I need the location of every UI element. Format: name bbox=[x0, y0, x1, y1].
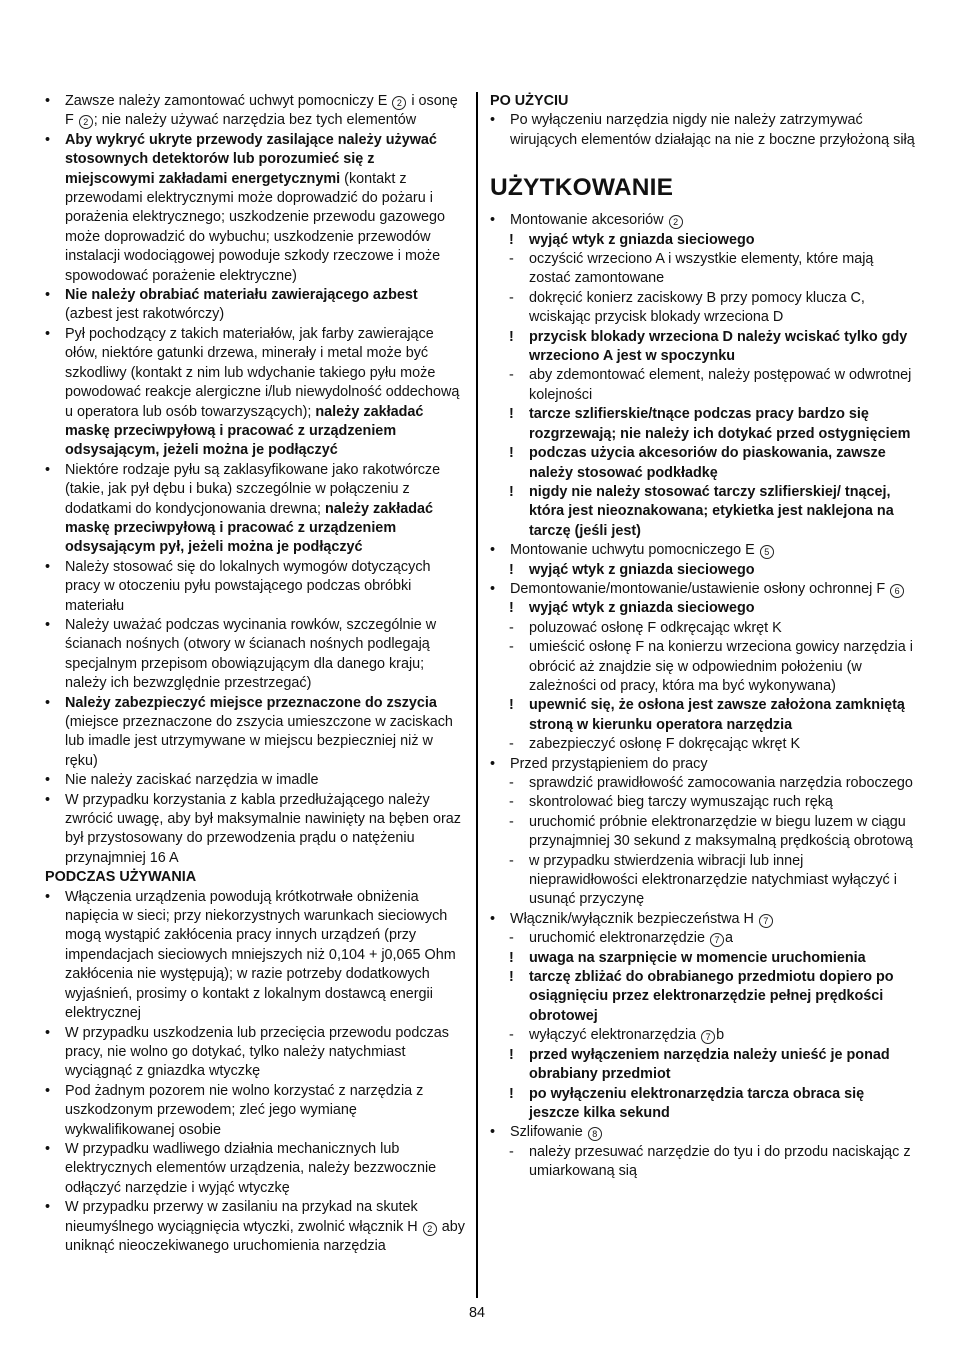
text-run: poluzować osłonę F odkręcając wkręt K bbox=[529, 619, 782, 636]
column-divider bbox=[476, 92, 478, 1298]
text-run: uruchomić próbnie elektronarzędzie w biegu luzem w ciągu przynajmniej 30 sekund z maksymalną prędkością obrotową bbox=[529, 813, 913, 850]
bullet-item bbox=[45, 616, 465, 694]
text-run: Pod żadnym pozorem nie wolno korzystać z narzędzia z uszkodzonym przewodem; zleć jego wymianę wykwalifikowanej osobie bbox=[65, 1082, 424, 1138]
bold-text-run: przycisk blokady wrzeciona D należy wciskać tylko gdy wrzeciono A jest w spoczynku bbox=[529, 328, 908, 365]
step-item bbox=[509, 638, 915, 696]
step-item bbox=[509, 813, 915, 852]
figure-reference: 2 bbox=[79, 115, 93, 129]
bold-text-run: uwaga na szarpnięcie w momencie uruchomienia bbox=[529, 949, 866, 966]
warning-item bbox=[509, 599, 915, 618]
step-item bbox=[509, 793, 915, 812]
text-run: (kontakt z przewodami elektrycznymi może doprowadzić do pożaru i porażenia elektrycznego; uszkodzenie przewodu gazowego może doprowadzić do wybuchu; uszkodzenie przewodów instalacji wodociągowej powoduje szkody rzeczowe i może spowodować porażenie elektryczne) bbox=[65, 170, 445, 284]
bullet-item bbox=[45, 286, 465, 325]
figure-reference: 7 bbox=[710, 933, 724, 947]
step-item bbox=[509, 250, 915, 289]
figure-reference: 7 bbox=[701, 1030, 715, 1044]
figure-reference: 5 bbox=[760, 545, 774, 559]
bullet-item bbox=[45, 461, 465, 558]
figure-reference: 2 bbox=[669, 215, 683, 229]
text-run: PODCZAS UŻYWANIA bbox=[45, 869, 197, 886]
bold-text-run: Należy zabezpieczyć miejsce przeznaczone do zszycia bbox=[65, 694, 437, 711]
figure-reference: 6 bbox=[890, 584, 904, 598]
text-run: Niektóre rodzaje pyłu są zaklasyfikowane jako rakotwórcze (takie, jak pył dębu i buka) szczególnie w połączeniu z dodatkami do kondycjonowania drewna; bbox=[65, 461, 441, 517]
text-run: należy przesuwać narzędzie do tyu i do przodu naciskając z umiarkowaną sią bbox=[529, 1143, 911, 1180]
bold-text-run: Aby wykryć ukryte przewody zasilające należy używać stosownych detektorów lub porozumieć się z miejscowymi zakładami energetycznymi bbox=[65, 131, 437, 187]
step-item bbox=[509, 774, 915, 793]
text-run: aby zdemontować element, należy postępować w odwrotnej kolejności bbox=[529, 367, 912, 403]
bullet-item bbox=[45, 131, 465, 286]
text-run: Nie należy zaciskać narzędzia w imadle bbox=[65, 772, 319, 789]
text-run: Demontowanie/montowanie/ustawienie osłony ochronnej F bbox=[510, 580, 890, 597]
figure-reference: 8 bbox=[588, 1127, 602, 1141]
warning-item bbox=[509, 231, 915, 250]
text-run: Włączenia urządzenia powodują krótkotrwałe obniżenia napięcia w sieci; przy niekorzystnych warunkach sieciowych mogą wystąpić zakłócenia pracy innych urządzeń (przy impendacjach sieciowych mniejszych niż 0,104 + j0,065 Ohm zakłócenia nie występują); w razie potrzeby dodatkowych wyjaśnień, prosimy o kontakt z lokalnym dostawcą energii elektrycznej bbox=[65, 888, 456, 1022]
bullet-item bbox=[490, 211, 915, 230]
text-run: Zawsze należy zamontować uchwyt pomocniczy E bbox=[65, 93, 392, 109]
text-run: skontrolować bieg tarczy wymuszając ruch ręką bbox=[529, 794, 833, 811]
text-run: (miejsce przeznaczone do zszycia umieszczone w zaciskach lub imadle jest utrzymywane w miejscu bezpieczniej niż w ręku) bbox=[65, 714, 453, 769]
text-run: dokręcić konierz zaciskowy B przy pomocy klucza C, wciskając przycisk blokady wrzeciona D bbox=[529, 289, 865, 326]
bold-text-run: wyjąć wtyk z gniazda sieciowego bbox=[529, 600, 755, 617]
text-run: Szlifowanie bbox=[510, 1124, 587, 1141]
figure-reference: 2 bbox=[423, 1222, 437, 1236]
warning-item bbox=[509, 405, 915, 444]
bold-text-run: przed wyłączeniem narzędzia należy unieść je ponad obrabiany przedmiot bbox=[529, 1046, 890, 1083]
section-heading bbox=[490, 92, 915, 111]
text-run: ; nie należy używać narzędzia bez tych elementów bbox=[93, 112, 417, 129]
bullet-item bbox=[45, 325, 465, 461]
text-run: w przypadku stwierdzenia wibracji lub innej nieprawidłowości elektronarzędzie natychmiast wyłączyć i usunąć przyczynę bbox=[529, 852, 897, 908]
bullet-item bbox=[45, 1140, 465, 1198]
left-column bbox=[45, 92, 465, 1256]
bullet-item bbox=[490, 541, 915, 560]
bullet-item bbox=[490, 580, 915, 599]
text-run: PO UŻYCIU bbox=[490, 93, 569, 109]
bullet-item bbox=[490, 755, 915, 774]
warning-item bbox=[509, 1085, 915, 1124]
text-run: W przypadku wadliwego działnia mechanicznych lub elektrycznych elementów urządzenia, należy bezzwocznie odłączyć narzędzie i wyjąć wtyczkę bbox=[65, 1140, 437, 1196]
step-item bbox=[509, 1026, 915, 1045]
text-run: oczyścić wrzeciono A i wszystkie elementy, które mają zostać zamontowane bbox=[529, 251, 874, 287]
text-run: Należy stosować się do lokalnych wymogów dotyczących pracy w otoczeniu pyłu powstającego podczas obróbki materiału bbox=[65, 558, 431, 614]
step-item bbox=[509, 366, 915, 405]
bullet-item bbox=[45, 1024, 465, 1082]
text-run: a bbox=[724, 930, 733, 947]
figure-reference: 7 bbox=[759, 914, 773, 928]
text-run: uruchomić elektronarzędzie bbox=[529, 930, 709, 947]
text-run: Należy uważać podczas wycinania rowków, szczególnie w ścianach nośnych (otwory w ścianach nośnych podlegają specjalnym przepisom obowiązującym dla danego kraju; należy ich bezwzględnie przestrzegać) bbox=[65, 616, 437, 692]
text-run: W przypadku przerwy w zasilaniu na przykad na skutek nieumyślnego wyciągnięcia wtyczki, zwolnić włącznik H bbox=[65, 1199, 422, 1235]
bold-text-run: tarcze szlifierskie/tnące podczas pracy bardzo się rozgrzewają; nie należy ich dotykać przed ostygnięciem bbox=[529, 406, 911, 442]
warning-item bbox=[509, 444, 915, 483]
bold-text-run: tarczę zbliżać do obrabianego przedmiotu dopiero po osiągnięciu przez elektronarzędzie pełnej prędkości obrotowej bbox=[529, 969, 894, 1024]
warning-item bbox=[509, 561, 915, 580]
text-run: Włącznik/wyłącznik bezpieczeństwa H bbox=[510, 910, 758, 927]
text-run: W przypadku korzystania z kabla przedłużającego należy zwrócić uwagę, aby był maksymalnie nawinięty na bęben oraz był przystosowany do przewodzenia prądu o natężeniu przynajmniej 16 A bbox=[65, 791, 461, 866]
bold-text-run: należy zakładać maskę przeciwpyłową i pracować z urządzeniem odsysającym pył, jeżeli można je podłączyć bbox=[65, 500, 433, 556]
warning-item bbox=[509, 328, 915, 367]
bullet-item bbox=[45, 558, 465, 616]
text-run: zabezpieczyć osłonę F dokręcając wkręt K bbox=[529, 736, 801, 753]
step-item bbox=[509, 1143, 915, 1182]
text-run: umieścić osłonę F na konierzu wrzeciona gowicy narzędzia i obrócić aż znajdzie się w odpowiednim położeniu (w zależności od pracy, która ma być wykonywana) bbox=[529, 639, 913, 694]
text-run: aby uniknąć nieoczekiwanego uruchomienia narzędzia bbox=[65, 1218, 465, 1254]
page-number: 84 bbox=[468, 1305, 485, 1321]
text-run: UŻYTKOWANIE bbox=[490, 174, 674, 202]
bold-text-run: upewnić się, że osłona jest zawsze założona zamkniętą stroną w kierunku operatora narzędzia bbox=[529, 697, 905, 733]
bold-text-run: wyjąć wtyk z gniazda sieciowego bbox=[529, 231, 755, 248]
right-column bbox=[490, 92, 915, 1182]
step-item bbox=[509, 929, 915, 948]
figure-reference: 2 bbox=[392, 96, 406, 110]
bullet-item bbox=[45, 791, 465, 869]
step-item bbox=[509, 289, 915, 328]
bold-text-run: wyjąć wtyk z gniazda sieciowego bbox=[529, 561, 755, 578]
text-run: Montowanie akcesoriów bbox=[510, 212, 668, 229]
bullet-item bbox=[45, 888, 465, 1024]
warning-item bbox=[509, 1046, 915, 1085]
step-item bbox=[509, 619, 915, 638]
warning-item bbox=[509, 483, 915, 541]
bullet-item bbox=[45, 92, 465, 131]
text-run: Po wyłączeniu narzędzia nigdy nie należy zatrzymywać wirujących elementów działając na nie z boczne przyłożoną siłą bbox=[510, 112, 915, 148]
bullet-item bbox=[490, 910, 915, 929]
text-run: W przypadku uszkodzenia lub przecięcia przewodu podczas pracy, nie wolno go dotykać, tylko należy natychmiast wyciągnąć z gniazdka wtyczkę bbox=[65, 1024, 449, 1080]
bullet-item bbox=[45, 1082, 465, 1140]
text-run: Pył pochodzący z takich materiałów, jak farby zawierające ołów, niektóre gatunki drzewa, minerały i metal może być szkodliwy (kontakt z nim lub wdychanie takiego pyłu może powodować reakcje alergiczne i/lub niewydolność oddechową u operatora lub osób towarzyszących); bbox=[65, 325, 460, 420]
text-run: (azbest jest rakotwórczy) bbox=[65, 306, 225, 323]
bullet-item bbox=[45, 771, 465, 790]
warning-item bbox=[509, 696, 915, 735]
text-run: Przed przystąpieniem do pracy bbox=[510, 755, 708, 772]
bullet-item bbox=[45, 1198, 465, 1256]
warning-item bbox=[509, 949, 915, 968]
warning-item bbox=[509, 968, 915, 1026]
text-run: i osonę F bbox=[65, 93, 458, 129]
bold-text-run: Nie należy obrabiać materiału zawierającego azbest bbox=[65, 287, 418, 304]
section-title bbox=[490, 173, 915, 203]
step-item bbox=[509, 852, 915, 910]
step-item bbox=[509, 735, 915, 754]
bold-text-run: należy zakładać maskę przeciwpyłową i pracować z urządzeniem odsysającym, jeżeli można je podłączyć bbox=[65, 403, 424, 459]
bold-text-run: po wyłączeniu elektronarzędzia tarcza obraca się jeszcze kilka sekund bbox=[529, 1085, 865, 1121]
bullet-item bbox=[45, 694, 465, 772]
text-run: Montowanie uchwytu pomocniczego E bbox=[510, 542, 759, 559]
bullet-item bbox=[490, 1123, 915, 1142]
text-run: wyłączyć elektronarzędzia bbox=[529, 1027, 701, 1044]
bold-text-run: nigdy nie należy stosować tarczy szlifierskiej/ tnącej, która jest nieoznakowana; etykietka jest naklejona na tarczę (jeśli jest) bbox=[529, 483, 894, 539]
text-run: b bbox=[716, 1027, 725, 1044]
bold-text-run: podczas użycia akcesoriów do piaskowania, zawsze należy stosować podkładkę bbox=[529, 445, 886, 481]
section-heading bbox=[45, 868, 465, 887]
text-run: sprawdzić prawidłowość zamocowania narzędzia roboczego bbox=[529, 775, 913, 791]
bullet-item bbox=[490, 111, 915, 150]
